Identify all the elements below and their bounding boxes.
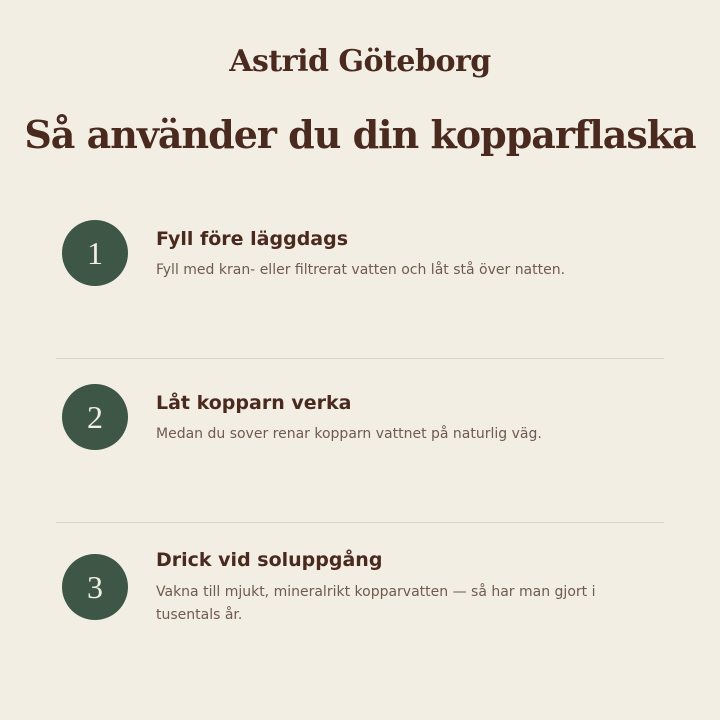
step-title: Drick vid soluppgång	[156, 549, 383, 571]
step-number-badge: 3	[62, 554, 128, 620]
step-number-badge: 1	[62, 220, 128, 286]
brand-logo-text: Astrid Göteborg	[229, 44, 491, 79]
divider	[56, 522, 664, 523]
divider	[56, 358, 664, 359]
step-description: Vakna till mjukt, mineralrikt kopparvatten — så har man gjort i tusentals år.	[156, 584, 596, 623]
step-title: Låt kopparn verka	[156, 392, 352, 414]
step-number-badge: 2	[62, 384, 128, 450]
page-title: Så använder du din kopparflaska	[24, 112, 696, 157]
step-title: Fyll före läggdags	[156, 228, 349, 250]
step-description: Medan du sover renar kopparn vattnet på naturlig väg.	[156, 426, 542, 442]
step-description: Fyll med kran- eller filtrerat vatten och låt stå över natten.	[156, 262, 566, 278]
